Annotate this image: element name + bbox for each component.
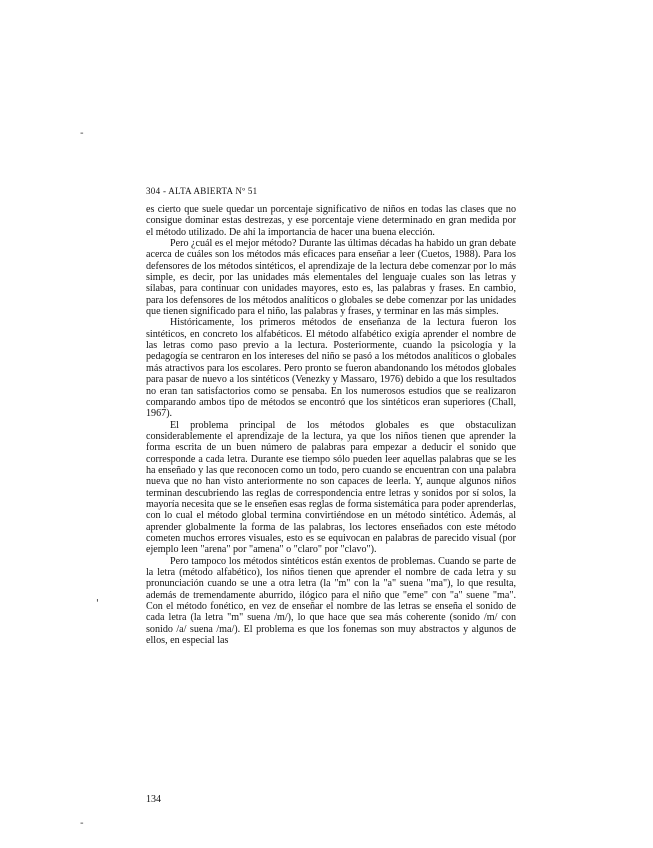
paragraph-1: es cierto que suele quedar un porcentaje significativo de niños en todas las clases que no consigue dominar estas destrezas, y ese porcentaje viene determinado en gran medida por el método utilizado. De ahí la importancia de hacer una buena elección. [146,204,516,238]
body-text [146,204,516,646]
margin-mark-top: - [80,128,84,139]
page-number: 134 [146,794,161,805]
paragraph-3: Históricamente, los primeros métodos de enseñanza de la lectura fueron los sintéticos, en concreto los alfabéticos. El método alfabético exigía aprender el nombre de las letras como paso previo a la lectura. Posteriormente, cuando la psicología y la pedagogía se centraron en los intereses del niño se pasó a los métodos analíticos o globales más atractivos para los escolares. Pero pronto se fueron abandonando los métodos globales para pasar de nuevo a los sintéticos (Venezky y Massaro, 1976) debido a que los resultados no eran tan satisfactorios como se pensaba. En los numerosos estudios que se realizaron comparando ambos tipo de métodos se encontró que los sintéticos eran superiores (Chall, 1967). [146,317,516,420]
running-header: 304 - ALTA ABIERTA Nº 51 [146,186,258,196]
margin-mark-middle: ' [96,598,99,609]
paragraph-4: El problema principal de los métodos globales es que obstaculizan considerablemente el aprendizaje de la lectura, ya que los niños tienen que aprender la forma escrita de un buen número de palabras para empezar a deducir el sonido que corresponde a cada letra. Durante ese tiempo sólo pueden leer aquellas palabras que se les ha enseñado y las que reconocen como un todo, pero cuando se encuentran con una palabra nueva que no han visto anteriormente no son capaces de leerla. Y, aunque algunos niños terminan descubriendo las reglas de correspondencia entre letras y sonidos por sí solos, la mayoría necesita que se le enseñen esas reglas de forma sistemática para poder aprenderlas, con lo cual el método global termina convirtiéndose en un método sintético. Además, al aprender globalmente la forma de las palabras, los lectores enseñados con este método cometen muchos errores visuales, esto es se equivocan en palabras de parecido visual (por ejemplo leen "arena" por "amena" o "claro" por "clavo"). [146,419,516,556]
paragraph-5: Pero tampoco los métodos sintéticos están exentos de problemas. Cuando se parte de la letra (método alfabético), los niños tienen que aprender el nombre de cada letra y su pronunciación cuando se une a otra letra (la "m" con la "a" suena "ma"), lo que resulta, además de tremendamente aburrido, ilógico para el niño que "eme" con "a" suene "ma". Con el método fonético, en vez de enseñar el nombre de las letras se enseña el sonido de cada letra (la letra "m" suena /m/), lo que hace que sea más coherente (sonido /m/ con sonido /a/ suena /ma/). El problema es que los fonemas son muy abstractos y algunos de ellos, en especial las [146,555,516,647]
margin-mark-bottom: - [80,818,84,829]
paragraph-2: Pero ¿cuál es el mejor método? Durante las últimas décadas ha habido un gran debate acerca de cuáles son los métodos más eficaces para enseñar a leer (Cuetos, 1988). Para los defensores de los métodos sintéticos, el aprendizaje de la lectura debe comenzar por lo más simple, es decir, por las unidades más elementales del lenguaje cuales son las letras y sílabas, para continuar con unidades mayores, esto es, las palabras y frases. En cambio, para los defensores de los métodos analíticos o globales se debe comenzar por las unidades que tienen significado para el niño, las palabras y frases, y terminar en las más simples. [146,238,516,318]
